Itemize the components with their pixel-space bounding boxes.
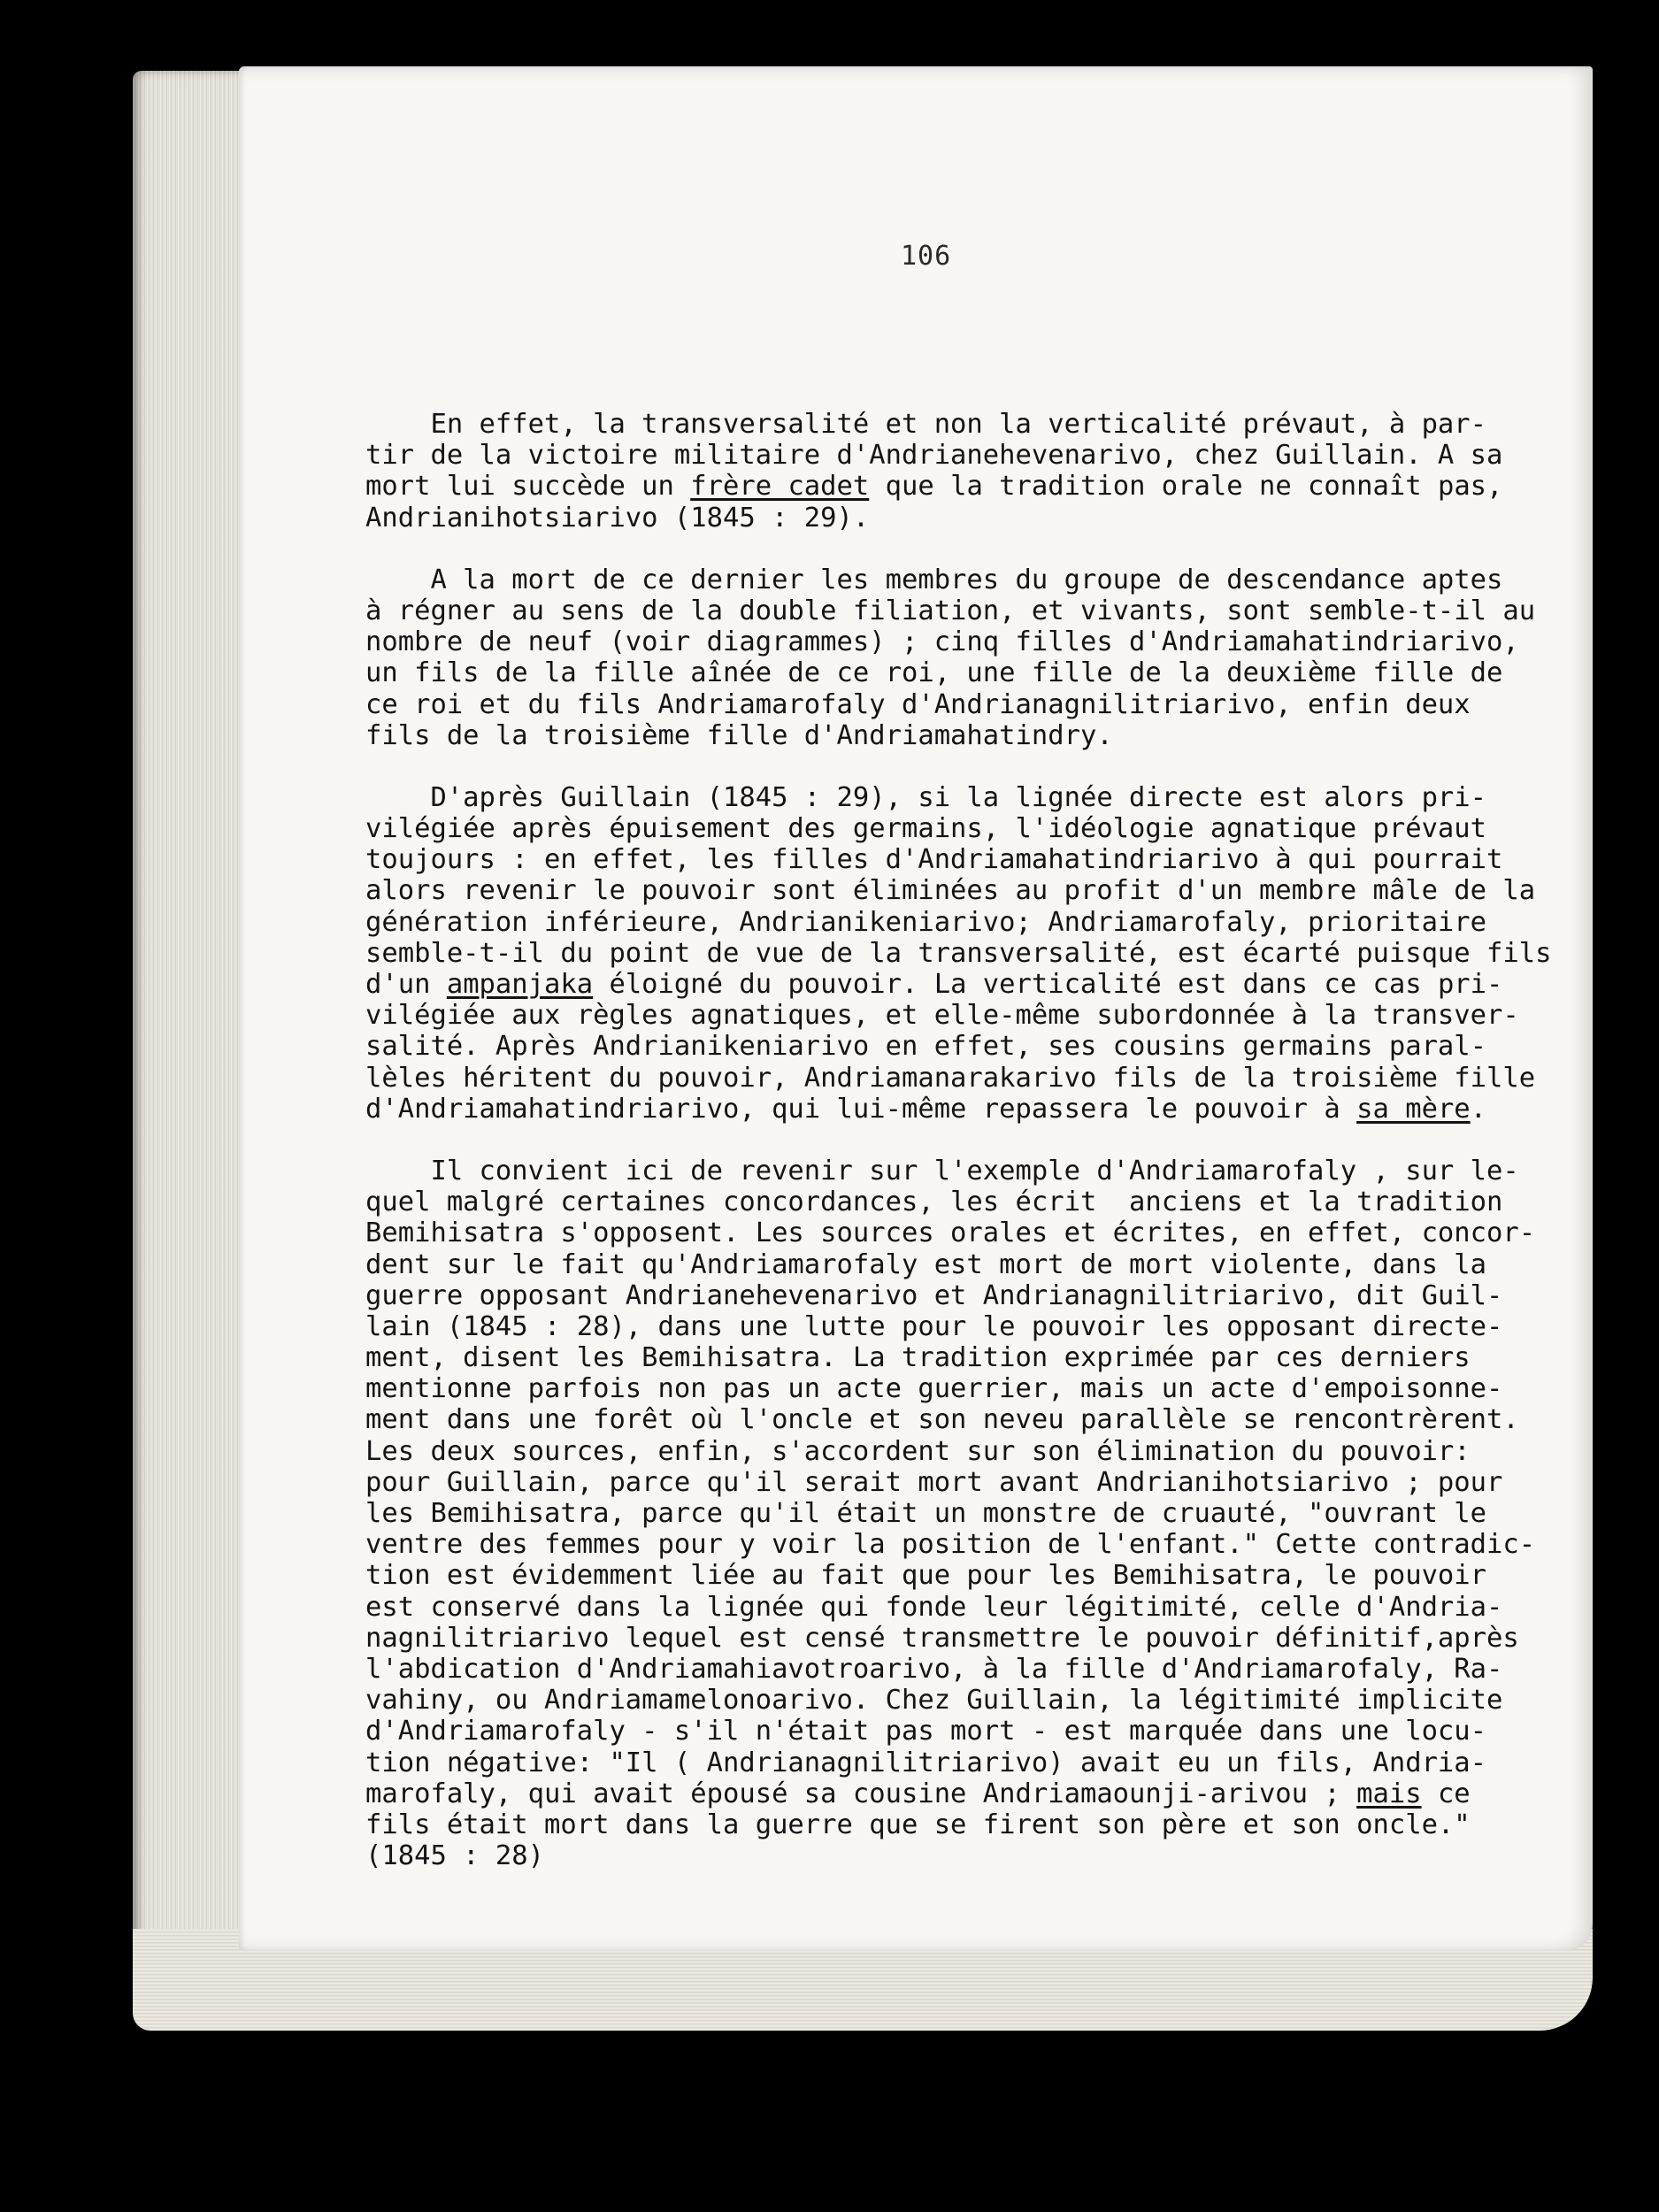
- text-line: quel malgré certaines concordances, les écrit anciens et la tradition: [365, 1187, 1503, 1218]
- text-line: Bemihisatra s'opposent. Les sources orales et écrites, en effet, concor-: [365, 1217, 1536, 1249]
- text-line: alors revenir le pouvoir sont éliminées au profit d'un membre mâle de la: [365, 875, 1536, 907]
- text-line: nagnilitriarivo lequel est censé transmettre le pouvoir définitif,après: [365, 1622, 1519, 1654]
- text-line: est conservé dans la lignée qui fonde leur légitimité, celle d'Andria-: [365, 1591, 1503, 1623]
- text-line: ment, disent les Bemihisatra. La tradition exprimée par ces derniers: [365, 1342, 1471, 1374]
- text-line: guerre opposant Andrianehevenarivo et Andrianagnilitriarivo, dit Guil-: [365, 1279, 1503, 1311]
- text-line: D'après Guillain (1845 : 29), si la lignée directe est alors pri-: [365, 781, 1487, 813]
- page-number: 106: [901, 241, 952, 272]
- text-line: dent sur le fait qu'Andriamarofaly est mort de mort violente, dans la: [365, 1248, 1487, 1280]
- paragraph-1: [365, 409, 1516, 534]
- text-line: vilégiée après épuisement des germains, l'idéologie agnatique prévaut: [365, 813, 1487, 845]
- text-line: génération inférieure, Andrianikeniarivo; Andriamarofaly, prioritaire: [365, 906, 1487, 938]
- text-line: l'abdication d'Andriamahiavotroarivo, à la fille d'Andriamarofaly, Ra-: [365, 1653, 1503, 1685]
- paragraph-4: [365, 1155, 1536, 1872]
- text-line: vilégiée aux règles agnatiques, et elle-même subordonnée à la transver-: [365, 1000, 1519, 1032]
- text-line: lèles héritent du pouvoir, Andriamanarakarivo fils de la troisième fille: [365, 1062, 1536, 1094]
- text-line: marofaly, qui avait épousé sa cousine Andriamaounji-arivou ; mais ce: [365, 1778, 1471, 1809]
- text-line: salité. Après Andrianikeniarivo en effet, ses cousins germains paral-: [365, 1031, 1487, 1063]
- underlined-text: mais: [1356, 1778, 1422, 1809]
- text-line: fils de la troisième fille d'Andriamahatindry.: [365, 719, 1113, 751]
- text-line: Les deux sources, enfin, s'accordent sur son élimination du pouvoir:: [365, 1435, 1471, 1467]
- text-line: pour Guillain, parce qu'il serait mort avant Andrianihotsiarivo ; pour: [365, 1466, 1503, 1498]
- text-line: un fils de la fille aînée de ce roi, une fille de la deuxième fille de: [365, 657, 1503, 689]
- underlined-text: sa mère: [1356, 1093, 1471, 1125]
- text-line: (1845 : 28): [365, 1840, 544, 1872]
- text-line: mentionne parfois non pas un acte guerrier, mais un acte d'empoisonne-: [365, 1373, 1503, 1405]
- text-line: Andrianihotsiarivo (1845 : 29).: [365, 502, 870, 534]
- text-line: d'Andriamarofaly - s'il n'était pas mort - est marquée dans une locu-: [365, 1716, 1487, 1747]
- text-line: ventre des femmes pour y voir la position de l'enfant." Cette contradic-: [365, 1529, 1536, 1561]
- underlined-text: ampanjaka: [446, 969, 594, 1000]
- text-line: tion est évidemment liée au fait que pour les Bemihisatra, le pouvoir: [365, 1560, 1487, 1592]
- paragraph-2: [365, 564, 1536, 751]
- text-line: En effet, la transversalité et non la verticalité prévaut, à par-: [365, 409, 1487, 440]
- text-line: ment dans une forêt où l'oncle et son neveu parallèle se rencontrèrent.: [365, 1404, 1519, 1436]
- text-line: ce roi et du fils Andriamarofaly d'Andrianagnilitriarivo, enfin deux: [365, 688, 1471, 720]
- text-line: tion négative: "Il ( Andrianagnilitriarivo) avait eu un fils, Andria-: [365, 1747, 1487, 1778]
- text-line: tir de la victoire militaire d'Andrianehevenarivo, chez Guillain. A sa: [365, 440, 1503, 472]
- text-line: mort lui succède un frère cadet que la tradition orale ne connaît pas,: [365, 471, 1503, 503]
- body-text: [365, 409, 1552, 1902]
- text-line: toujours : en effet, les filles d'Andriamahatindriarivo à qui pourrait: [365, 844, 1503, 876]
- text-line: A la mort de ce dernier les membres du groupe de descendance aptes: [365, 564, 1503, 595]
- text-line: vahiny, ou Andriamamelonoarivo. Chez Guillain, la légitimité implicite: [365, 1685, 1503, 1717]
- text-line: à régner au sens de la double filiation, et vivants, sont semble-t-il au: [365, 595, 1536, 626]
- text-line: d'un ampanjaka éloigné du pouvoir. La verticalité est dans ce cas pri-: [365, 969, 1503, 1000]
- text-line: Il convient ici de revenir sur l'exemple d'Andriamarofaly , sur le-: [365, 1155, 1519, 1187]
- paragraph-3: [365, 781, 1552, 1125]
- text-line: semble-t-il du point de vue de la transversalité, est écarté puisque fils: [365, 937, 1552, 969]
- text-line: lain (1845 : 28), dans une lutte pour le pouvoir les opposant directe-: [365, 1310, 1503, 1342]
- text-line: fils était mort dans la guerre que se firent son père et son oncle.": [365, 1809, 1471, 1840]
- text-line: nombre de neuf (voir diagrammes) ; cinq filles d'Andriamahatindriarivo,: [365, 626, 1519, 658]
- underlined-text: frère cadet: [690, 471, 870, 503]
- book-page-stack: [133, 71, 257, 2000]
- text-line: les Bemihisatra, parce qu'il était un monstre de cruauté, "ouvrant le: [365, 1498, 1487, 1529]
- text-line: d'Andriamahatindriarivo, qui lui-même repassera le pouvoir à sa mère.: [365, 1093, 1487, 1125]
